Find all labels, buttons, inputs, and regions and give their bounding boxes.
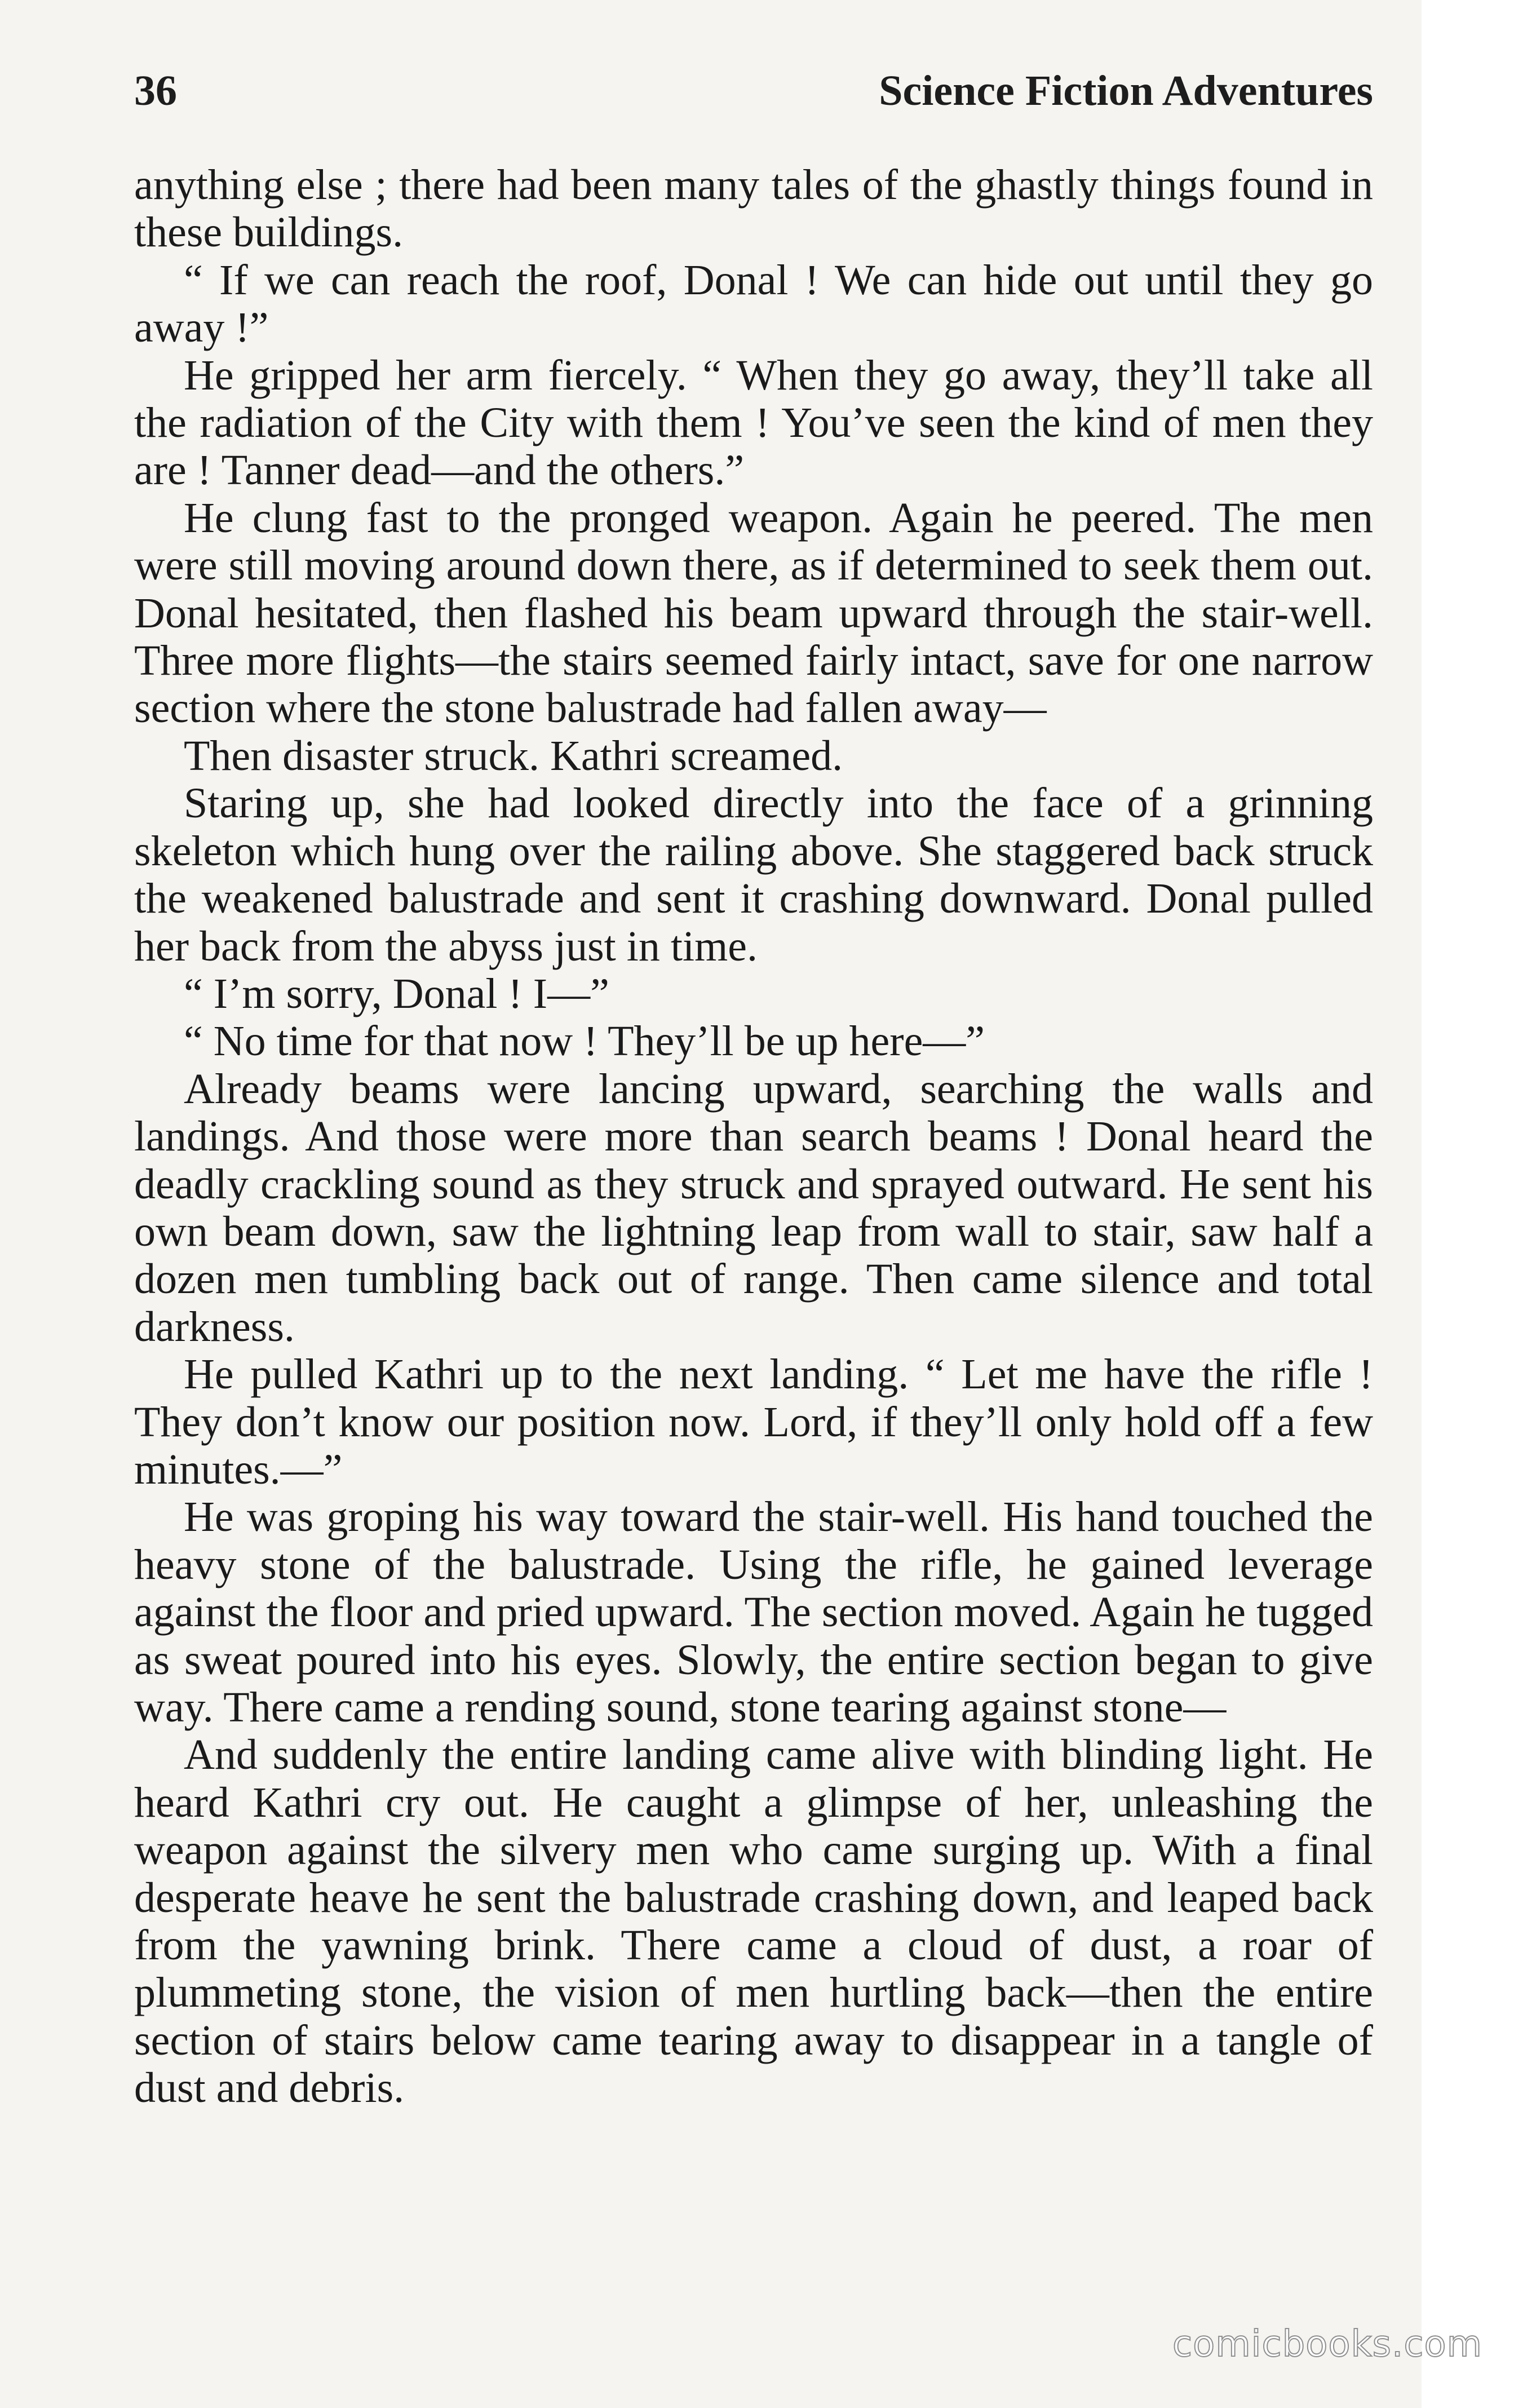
paragraph: He gripped her arm fiercely. “ When they go away, they’ll take all the radiation of the City with them ! You’ve seen the kind of men they are ! Tanner dead—and the others.” — [134, 351, 1373, 494]
paragraph: “ I’m sorry, Donal ! I—” — [184, 970, 609, 1017]
page-header — [134, 67, 1373, 129]
paragraph: Then disaster struck. Kathri screamed. — [184, 732, 843, 780]
running-title: Science Fiction Adventures — [879, 67, 1373, 114]
page-number: 36 — [134, 67, 177, 114]
paragraph: Already beams were lancing upward, searching the walls and landings. And those were more than search beams ! Donal heard the deadly crackling sound as they struck and sprayed outward. He sent his own beam down, saw the lightning leap from wall to stair, saw half a dozen men tumbling back out of range. Then came silence and total darkness. — [134, 1065, 1373, 1351]
watermark: comicbooks.com — [1172, 2323, 1482, 2365]
paragraph: “ If we can reach the roof, Donal ! We can hide out until they go away !” — [134, 256, 1373, 352]
paragraph: He clung fast to the pronged weapon. Again he peered. The men were still moving around down there, as if determined to seek them out. Donal hesitated, then flashed his beam upward through the stair-well. Three more flights—the stairs seemed fairly intact, save for one narrow section where the stone balustrade had fallen away— — [134, 494, 1373, 732]
paragraph-continued: anything else ; there had been many tales of the ghastly things found in these buildings. — [134, 161, 1373, 256]
story-text — [134, 161, 1373, 2112]
paragraph: “ No time for that now ! They’ll be up here—” — [184, 1017, 985, 1065]
scan-margin — [1422, 0, 1514, 2408]
paragraph: He was groping his way toward the stair-well. His hand touched the heavy stone of the balustrade. Using the rifle, he gained leverage against the floor and pried upward. The section moved. Again he tugged as sweat poured into his eyes. Slowly, the entire section began to give way. There came a rending sound, stone tearing against stone— — [134, 1493, 1373, 1731]
paragraph: He pulled Kathri up to the next landing. “ Let me have the rifle ! They don’t know our position now. Lord, if they’ll only hold off a few minutes.—” — [134, 1351, 1373, 1493]
paragraph: And suddenly the entire landing came alive with blinding light. He heard Kathri cry out. He caught a glimpse of her, unleashing the weapon against the silvery men who came surging up. With a final desperate heave he sent the balustrade crashing down, and leaped back from the yawning brink. There came a cloud of dust, a roar of plummeting stone, the vision of men hurtling back—then the entire section of stairs below came tearing away to disappear in a tangle of dust and debris. — [134, 1731, 1373, 2112]
paragraph: Staring up, she had looked directly into the face of a grinning skeleton which hung over the railing above. She staggered back struck the weakened balustrade and sent it crashing downward. Donal pulled her back from the abyss just in time. — [134, 780, 1373, 970]
